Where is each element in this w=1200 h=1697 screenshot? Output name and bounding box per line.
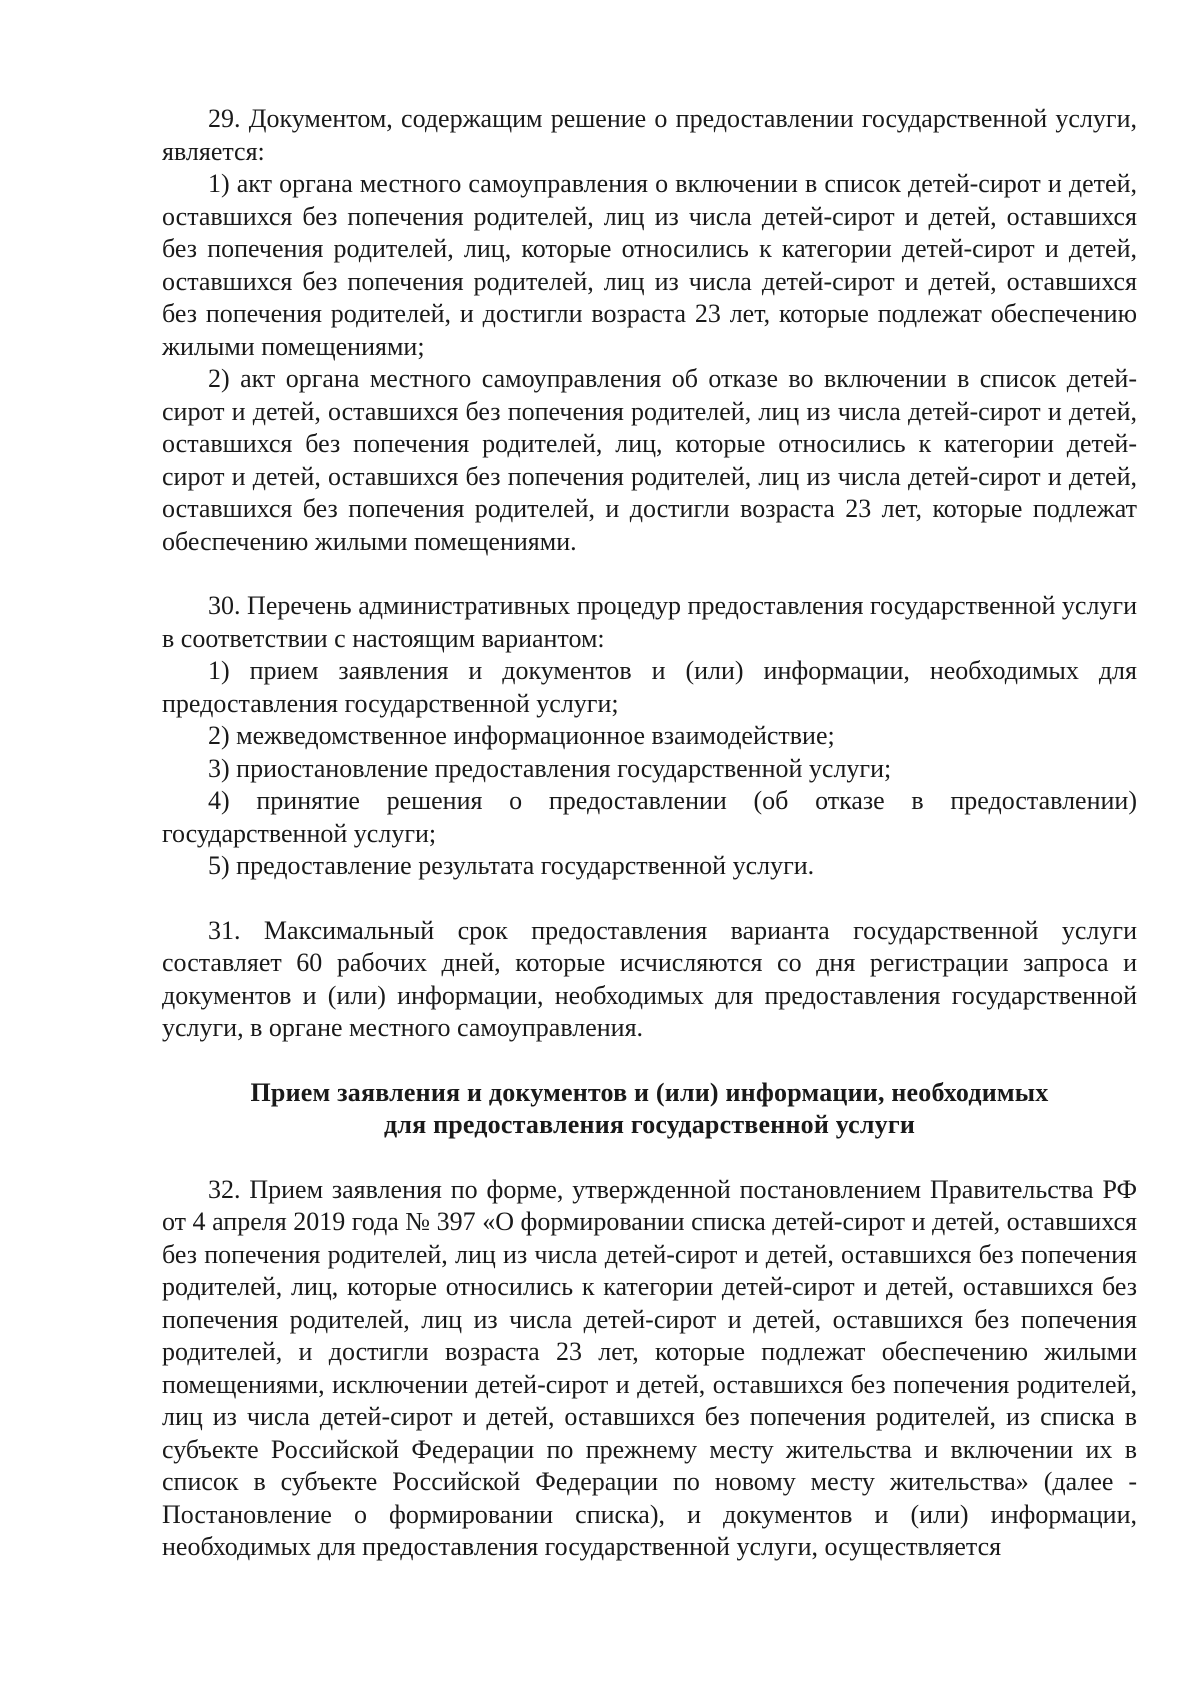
section-heading-line-2: для предоставления государственной услуги bbox=[383, 1110, 916, 1139]
paragraph-gap bbox=[162, 1045, 1137, 1077]
paragraph-gap bbox=[162, 883, 1137, 915]
section-30-item-5: 5) предоставление результата государственной услуги. bbox=[208, 851, 815, 880]
section-30-item-3: 3) приостановление предоставления государственной услуги; bbox=[208, 753, 892, 783]
section-32-text: 32. Прием заявления по форме, утвержденной постановлением Правительства РФ от 4 апреля 2019 года № 397 «О формировании списка детей-сирот и детей, оставшихся без попечения родителей, лиц из числа детей-сирот и детей, оставшихся без попечения родителей, лиц, которые относились к категории детей-сирот и детей, оставшихся без попечения родителей, лиц из числа детей-сирот и детей, оставшихся без попечения родителей, и достигли возраста 23 лет, которые подлежат обеспечению жилыми помещениями, исключении детей-сирот и детей, оставшихся без попечения родителей, лиц из числа детей-сирот и детей, оставшихся без попечения родителей, из списка в субъекте Российской Федерации по прежнему месту жительства и включении их в список в субъекте Российской Федерации по новому месту жительства» (далее - Постановление о формировании списка), и документов и (или) информации, необходимых для предоставления государственной услуги, осуществляется bbox=[162, 1174, 1137, 1561]
paragraph-gap bbox=[162, 558, 1137, 590]
section-heading bbox=[162, 1077, 1137, 1142]
section-heading-line-1: Прием заявления и документов и (или) информации, необходимых bbox=[250, 1077, 1049, 1107]
section-29-item-1: 1) акт органа местного самоуправления о включении в список детей-сирот и детей, оставшихся без попечения родителей, лиц из числа детей-сирот и детей, оставшихся без попечения родителей, лиц, которые относились к категории детей-сирот и детей, оставшихся без попечения родителей, лиц из числа детей-сирот и детей, оставшихся без попечения родителей, и достигли возраста 23 лет, которые подлежат обеспечению жилыми помещениями; bbox=[162, 169, 1137, 361]
section-30-item-4: 4) принятие решения о предоставлении (об отказе в предоставлении) государственной услуги; bbox=[162, 786, 1137, 848]
section-30-intro: 30. Перечень административных процедур предоставления государственной услуги в соответствии с настоящим вариантом: bbox=[162, 591, 1137, 653]
paragraph-gap bbox=[162, 1142, 1137, 1174]
section-31-text: 31. Максимальный срок предоставления варианта государственной услуги составляет 60 рабочих дней, которые исчисляются со дня регистрации запроса и документов и (или) информации, необходимых для предоставления государственной услуги, в органе местного самоуправления. bbox=[162, 915, 1137, 1042]
section-29-item-2: 2) акт органа местного самоуправления об отказе во включении в список детей-сирот и детей, оставшихся без попечения родителей, лиц из числа детей-сирот и детей, оставшихся без попечения родителей, лиц, которые относились к категории детей-сирот и детей, оставшихся без попечения родителей, лиц из числа детей-сирот и детей, оставшихся без попечения родителей, и достигли возраста 23 лет, которые подлежат обеспечению жилыми помещениями. bbox=[162, 364, 1137, 556]
section-30-item-1: 1) прием заявления и документов и (или) информации, необходимых для предоставления государственной услуги; bbox=[162, 656, 1137, 718]
section-30-item-2: 2) межведомственное информационное взаимодействие; bbox=[208, 721, 835, 750]
document-body bbox=[162, 103, 1137, 1564]
section-29-intro: 29. Документом, содержащим решение о предоставлении государственной услуги, является: bbox=[162, 104, 1137, 166]
